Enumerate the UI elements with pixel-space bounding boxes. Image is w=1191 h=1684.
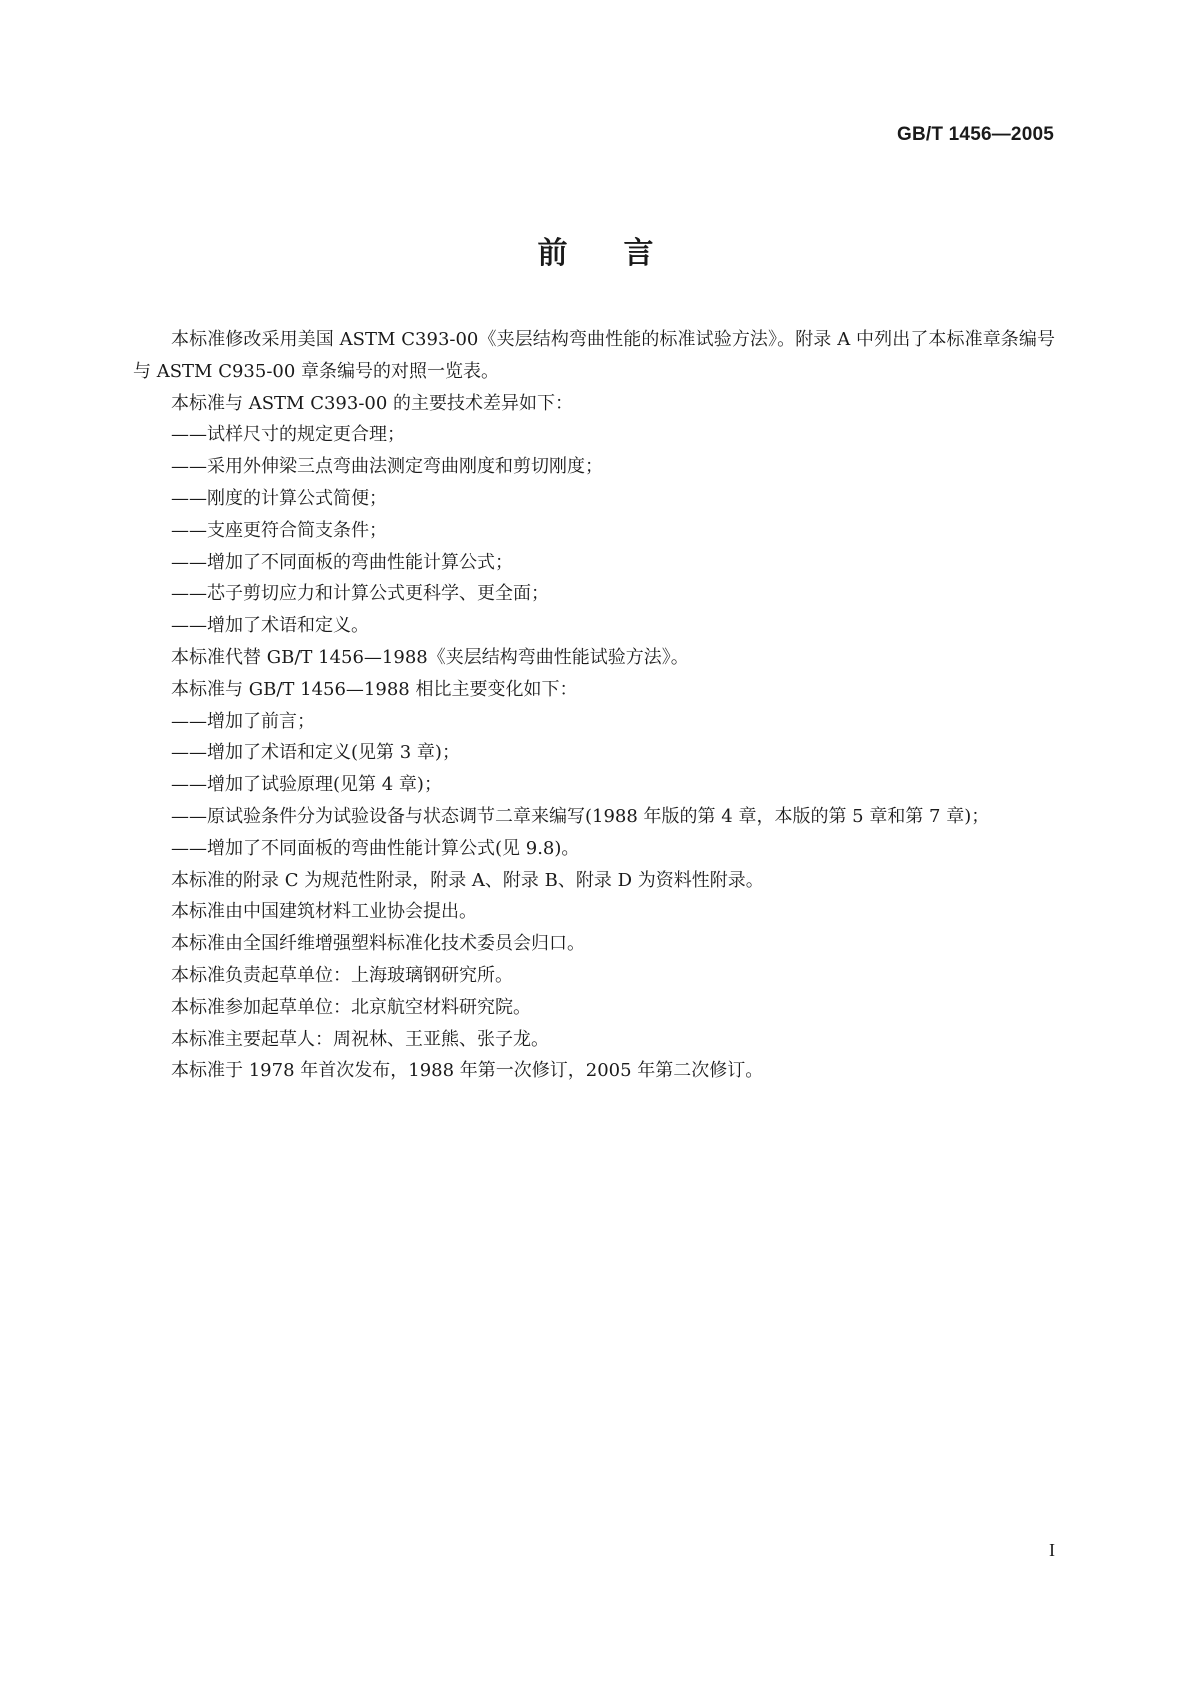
page-number: I [1049,1540,1055,1560]
paragraph: 本标准代替 GB/T 1456—1988《夹层结构弯曲性能试验方法》。 [171,646,689,668]
document-body [133,324,1055,1087]
list-item: ——增加了试验原理(见第 4 章)； [171,774,442,796]
list-item: ——支座更符合简支条件； [171,519,387,541]
paragraph: 本标准负责起草单位：上海玻璃钢研究所。 [171,964,513,986]
standard-code: GB/T 1456—2005 [897,124,1054,145]
list-item: ——增加了术语和定义(见第 3 章)； [171,742,460,764]
list-item: ——增加了术语和定义。 [171,615,369,637]
paragraph: 本标准修改采用美国 ASTM C393-00《夹层结构弯曲性能的标准试验方法》。附录 A 中列出了本标准章条编号与 ASTM C935-00 章条编号的对照一览表。 [133,329,1055,382]
list-item: ——增加了前言； [171,710,315,732]
paragraph: 本标准由全国纤维增强塑料标准化技术委员会归口。 [171,933,585,955]
list-item: ——增加了不同面板的弯曲性能计算公式(见 9.8)。 [171,837,580,859]
paragraph: 本标准于 1978 年首次发布，1988 年第一次修订，2005 年第二次修订。 [171,1060,764,1082]
list-item: ——增加了不同面板的弯曲性能计算公式； [171,551,513,573]
paragraph: 本标准与 GB/T 1456—1988 相比主要变化如下： [171,678,578,700]
paragraph: 本标准的附录 C 为规范性附录，附录 A、附录 B、附录 D 为资料性附录。 [171,869,764,891]
list-item: ——原试验条件分为试验设备与状态调节二章来编写(1988 年版的第 4 章，本版的第 5 章和第 7 章)； [171,805,990,827]
list-item: ——芯子剪切应力和计算公式更科学、更全面； [171,583,549,605]
paragraph: 本标准由中国建筑材料工业协会提出。 [171,901,477,923]
paragraph: 本标准主要起草人：周祝林、王亚熊、张子龙。 [171,1028,549,1050]
page-title: 前言 [537,236,710,271]
list-item: ——采用外伸梁三点弯曲法测定弯曲刚度和剪切刚度； [171,456,603,478]
list-item: ——刚度的计算公式简便； [171,487,387,509]
paragraph: 本标准参加起草单位：北京航空材料研究院。 [171,996,531,1018]
list-item: ——试样尺寸的规定更合理； [171,424,405,446]
paragraph: 本标准与 ASTM C393-00 的主要技术差异如下： [171,392,574,414]
